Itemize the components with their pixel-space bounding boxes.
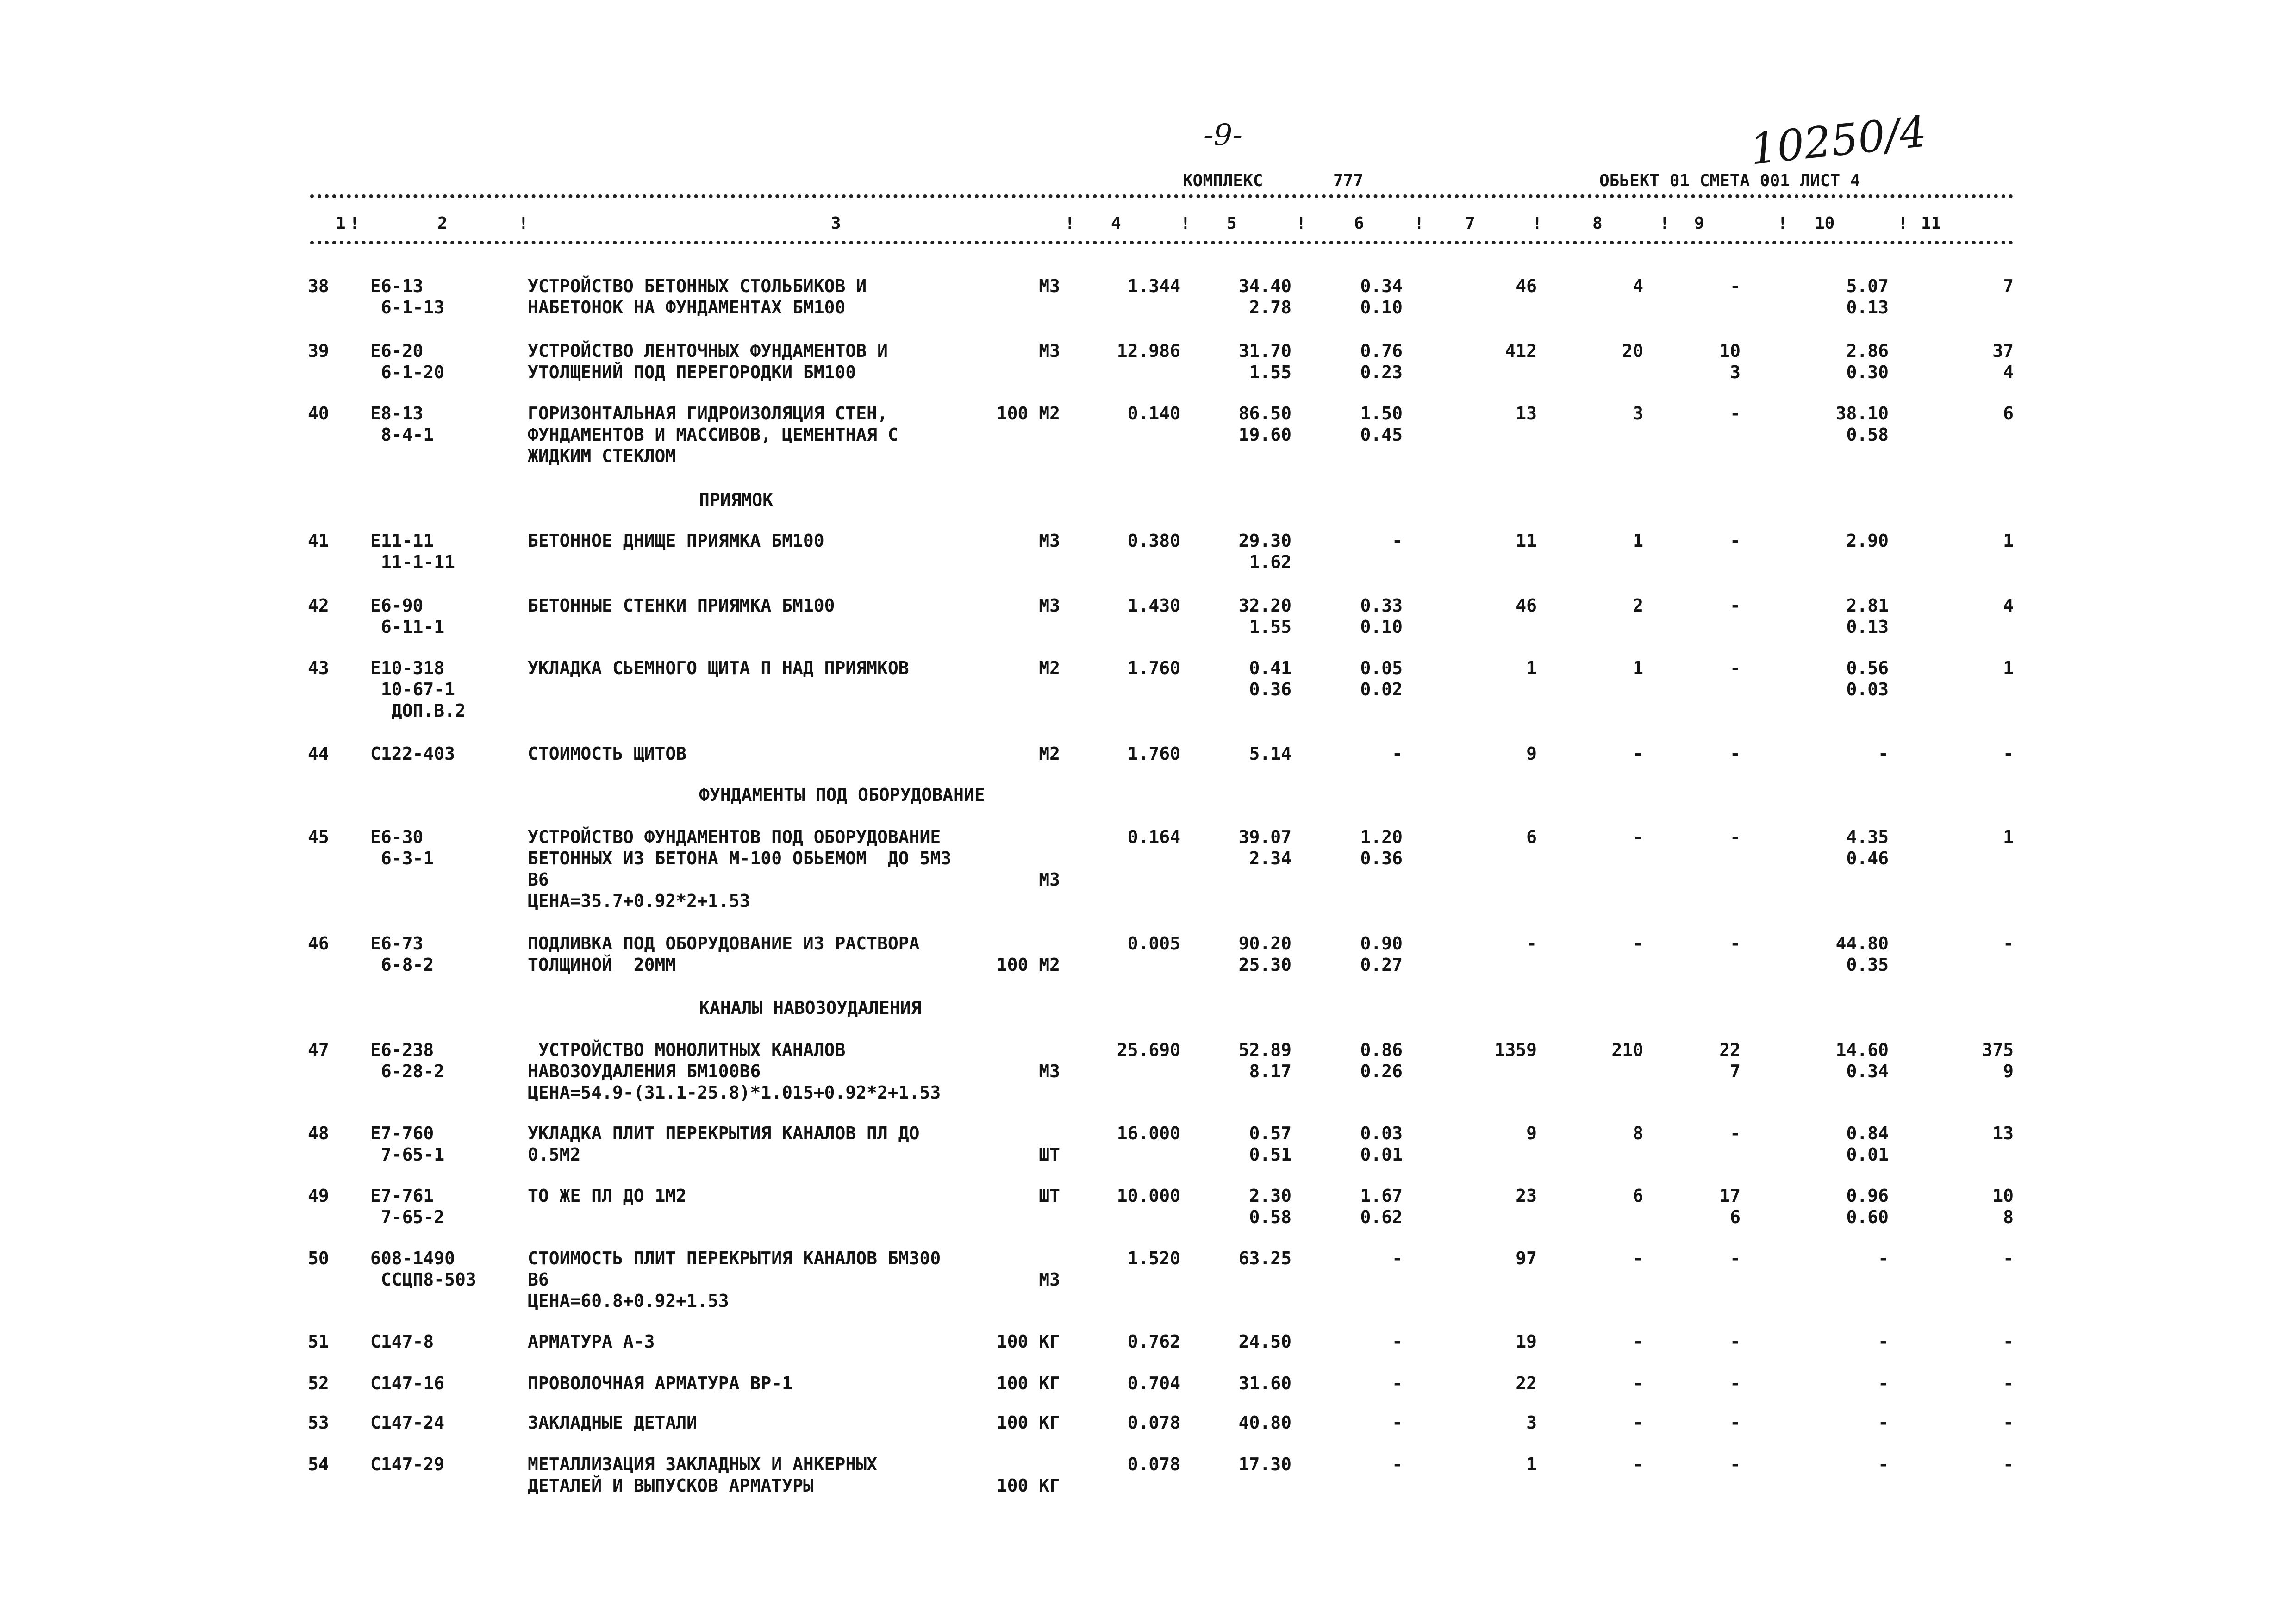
cell-c10: - bbox=[1878, 1412, 1889, 1433]
cell-c6: - bbox=[1392, 531, 1403, 551]
header-rule bbox=[310, 241, 2014, 244]
cell-c5: 52.89 8.17 bbox=[1238, 1040, 1292, 1081]
cell-c6: 1.67 0.62 bbox=[1360, 1186, 1403, 1227]
cell-c5: 29.30 1.62 bbox=[1238, 531, 1292, 572]
cell-c6: - bbox=[1392, 1248, 1403, 1268]
cell-num: 49 bbox=[308, 1186, 329, 1206]
cell-desc: УКЛАДКА ПЛИТ ПЕРЕКРЫТИЯ КАНАЛОВ ПЛ ДО 0.5М2 bbox=[528, 1123, 920, 1165]
cell-c6: - bbox=[1392, 1373, 1403, 1393]
complex-label: КОМПЛЕКС bbox=[1183, 171, 1263, 190]
col-num-2: 2 bbox=[437, 214, 448, 233]
cell-c4: 0.005 bbox=[1127, 933, 1180, 954]
cell-num: 52 bbox=[308, 1373, 329, 1393]
cell-c9: - bbox=[1730, 827, 1741, 847]
cell-c10: 14.60 0.34 bbox=[1835, 1040, 1889, 1081]
cell-c11: - bbox=[2003, 1248, 2014, 1268]
cell-c8: - bbox=[1633, 1331, 1643, 1352]
cell-c7: 13 bbox=[1516, 403, 1537, 424]
cell-code: C147-29 bbox=[370, 1454, 445, 1474]
cell-code: E8-13 8-4-1 bbox=[370, 403, 434, 445]
cell-c5: 34.40 2.78 bbox=[1238, 276, 1292, 318]
cell-c5: 17.30 bbox=[1238, 1454, 1292, 1474]
cell-desc: УСТРОЙСТВО БЕТОННЫХ СТОЛЬБИКОВ И НАБЕТОНОК НА ФУНДАМЕНТАХ БМ100 bbox=[528, 276, 867, 318]
cell-c7: 97 bbox=[1516, 1248, 1537, 1268]
cell-unit: 100 КГ bbox=[996, 1373, 1060, 1393]
cell-code: C147-24 bbox=[370, 1412, 445, 1433]
cell-c6: 0.76 0.23 bbox=[1360, 341, 1403, 382]
cell-unit: М3 bbox=[1039, 531, 1060, 551]
cell-c6: - bbox=[1392, 1412, 1403, 1433]
col-num-8: 8 bbox=[1592, 214, 1603, 233]
cell-c9: 22 7 bbox=[1719, 1040, 1741, 1081]
cell-c8: 210 bbox=[1611, 1040, 1643, 1060]
cell-c7: 3 bbox=[1526, 1412, 1537, 1433]
cell-c8: - bbox=[1633, 827, 1643, 847]
cell-c7: 9 bbox=[1526, 1123, 1537, 1143]
cell-c7: 412 bbox=[1505, 341, 1537, 361]
cell-c9: - bbox=[1730, 1123, 1741, 1143]
cell-desc: ГОРИЗОНТАЛЬНАЯ ГИДРОИЗОЛЯЦИЯ СТЕН, ФУНДАМЕНТОВ И МАССИВОВ, ЦЕМЕНТНАЯ С ЖИДКИМ СТЕКЛОМ bbox=[528, 403, 898, 466]
cell-c11: 375 9 bbox=[1982, 1040, 2014, 1081]
cell-num: 48 bbox=[308, 1123, 329, 1143]
cell-num: 44 bbox=[308, 743, 329, 764]
cell-code: E6-238 6-28-2 bbox=[370, 1040, 445, 1081]
col-num-10: 10 bbox=[1815, 214, 1835, 233]
cell-unit: М3 bbox=[1039, 341, 1060, 361]
cell-c8: 1 bbox=[1633, 658, 1643, 678]
cell-code: E7-760 7-65-1 bbox=[370, 1123, 445, 1165]
cell-num: 51 bbox=[308, 1331, 329, 1352]
cell-unit: М2 bbox=[1039, 743, 1060, 764]
cell-c9: - bbox=[1730, 1454, 1741, 1474]
cell-c10: 4.35 0.46 bbox=[1846, 827, 1889, 868]
cell-c9: - bbox=[1730, 1373, 1741, 1393]
cell-c4: 0.078 bbox=[1127, 1412, 1180, 1433]
cell-c10: - bbox=[1878, 1454, 1889, 1474]
cell-unit: 100 М2 bbox=[996, 955, 1060, 975]
cell-c9: - bbox=[1730, 276, 1741, 296]
section-heading-kanaly: КАНАЛЫ НАВОЗОУДАЛЕНИЯ bbox=[699, 998, 922, 1018]
cell-c9: - bbox=[1730, 658, 1741, 678]
cell-desc: ТО ЖЕ ПЛ ДО 1М2 bbox=[528, 1186, 687, 1206]
cell-c11: 37 4 bbox=[1992, 341, 2014, 382]
cell-c10: - bbox=[1878, 1331, 1889, 1352]
cell-c7: 46 bbox=[1516, 276, 1537, 296]
cell-unit: 100 М2 bbox=[996, 403, 1060, 424]
cell-c5: 39.07 2.34 bbox=[1238, 827, 1292, 868]
col-num-1: 1 bbox=[336, 214, 346, 233]
cell-c8: - bbox=[1633, 1412, 1643, 1433]
cell-c5: 0.57 0.51 bbox=[1249, 1123, 1292, 1165]
cell-c11: 4 bbox=[2003, 595, 2014, 616]
cell-c10: 44.80 0.35 bbox=[1835, 933, 1889, 975]
cell-c11: 6 bbox=[2003, 403, 2014, 424]
cell-unit: М3 bbox=[1039, 1061, 1060, 1081]
cell-c7: 1359 bbox=[1494, 1040, 1537, 1060]
cell-c11: 10 8 bbox=[1992, 1186, 2014, 1227]
col-separator: ! bbox=[1414, 214, 1424, 233]
object-line: ОБЬЕКТ 01 СМЕТА 001 ЛИСТ 4 bbox=[1599, 171, 1860, 190]
cell-unit: ШТ bbox=[1039, 1144, 1060, 1165]
col-num-7: 7 bbox=[1465, 214, 1475, 233]
cell-num: 43 bbox=[308, 658, 329, 678]
handwritten-number: 10250/4 bbox=[1747, 106, 1929, 175]
cell-num: 54 bbox=[308, 1454, 329, 1474]
cell-c10: - bbox=[1878, 743, 1889, 764]
cell-c4: 10.000 bbox=[1117, 1186, 1180, 1206]
cell-c10: 2.86 0.30 bbox=[1846, 341, 1889, 382]
cell-c7: 11 bbox=[1516, 531, 1537, 551]
cell-num: 40 bbox=[308, 403, 329, 424]
cell-c7: 1 bbox=[1526, 658, 1537, 678]
cell-desc: СТОИМОСТЬ ПЛИТ ПЕРЕКРЫТИЯ КАНАЛОВ БМ300 В6 ЦЕНА=60.8+0.92+1.53 bbox=[528, 1248, 941, 1311]
cell-c9: - bbox=[1730, 933, 1741, 954]
col-separator: ! bbox=[1180, 214, 1191, 233]
cell-desc: УСТРОЙСТВО МОНОЛИТНЫХ КАНАЛОВ НАВОЗОУДАЛЕНИЯ БМ100В6 ЦЕНА=54.9-(31.1-25.8)*1.015+0.92*2+1.53 bbox=[528, 1040, 941, 1103]
cell-c8: 2 bbox=[1633, 595, 1643, 616]
col-separator: ! bbox=[349, 214, 360, 233]
col-separator: ! bbox=[1065, 214, 1075, 233]
cell-c10: 38.10 0.58 bbox=[1835, 403, 1889, 445]
cell-c7: 19 bbox=[1516, 1331, 1537, 1352]
cell-c5: 24.50 bbox=[1238, 1331, 1292, 1352]
cell-c9: 17 6 bbox=[1719, 1186, 1741, 1227]
cell-c9: - bbox=[1730, 1331, 1741, 1352]
cell-c10: - bbox=[1878, 1248, 1889, 1268]
cell-c10: 0.84 0.01 bbox=[1846, 1123, 1889, 1165]
cell-c10: 2.90 bbox=[1846, 531, 1889, 551]
cell-c7: 22 bbox=[1516, 1373, 1537, 1393]
cell-c6: 0.05 0.02 bbox=[1360, 658, 1403, 700]
cell-unit: 100 КГ bbox=[996, 1412, 1060, 1433]
cell-c4: 0.078 bbox=[1127, 1454, 1180, 1474]
cell-c5: 32.20 1.55 bbox=[1238, 595, 1292, 637]
cell-c5: 5.14 bbox=[1249, 743, 1292, 764]
col-separator: ! bbox=[1296, 214, 1306, 233]
cell-num: 47 bbox=[308, 1040, 329, 1060]
cell-c4: 16.000 bbox=[1117, 1123, 1180, 1143]
cell-c7: - bbox=[1526, 933, 1537, 954]
cell-c9: - bbox=[1730, 1412, 1741, 1433]
cell-c4: 0.762 bbox=[1127, 1331, 1180, 1352]
col-num-9: 9 bbox=[1694, 214, 1704, 233]
cell-unit: М3 bbox=[1039, 276, 1060, 296]
cell-c6: 0.33 0.10 bbox=[1360, 595, 1403, 637]
cell-c11: 13 bbox=[1992, 1123, 2014, 1143]
cell-c6: 1.50 0.45 bbox=[1360, 403, 1403, 445]
cell-num: 41 bbox=[308, 531, 329, 551]
cell-desc: ПРОВОЛОЧНАЯ АРМАТУРА ВР-1 bbox=[528, 1373, 792, 1393]
cell-code: E10-318 10-67-1 ДОП.В.2 bbox=[370, 658, 466, 721]
cell-unit: М3 bbox=[1039, 1269, 1060, 1290]
page-number: -9- bbox=[1204, 118, 1242, 152]
cell-c9: - bbox=[1730, 531, 1741, 551]
cell-c10: 5.07 0.13 bbox=[1846, 276, 1889, 318]
col-num-5: 5 bbox=[1227, 214, 1237, 233]
cell-desc: СТОИМОСТЬ ЩИТОВ bbox=[528, 743, 687, 764]
cell-c8: - bbox=[1633, 933, 1643, 954]
cell-c6: 0.34 0.10 bbox=[1360, 276, 1403, 318]
col-num-4: 4 bbox=[1111, 214, 1121, 233]
section-heading-fundamenty: ФУНДАМЕНТЫ ПОД ОБОРУДОВАНИЕ bbox=[699, 785, 985, 805]
cell-num: 45 bbox=[308, 827, 329, 847]
col-separator: ! bbox=[1898, 214, 1908, 233]
cell-c9: - bbox=[1730, 595, 1741, 616]
cell-c11: 1 bbox=[2003, 658, 2014, 678]
cell-c7: 1 bbox=[1526, 1454, 1537, 1474]
cell-c5: 63.25 bbox=[1238, 1248, 1292, 1268]
cell-unit: М2 bbox=[1039, 658, 1060, 678]
cell-desc: УСТРОЙСТВО ЛЕНТОЧНЫХ ФУНДАМЕНТОВ И УТОЛЩЕНИЙ ПОД ПЕРЕГОРОДКИ БМ100 bbox=[528, 341, 888, 382]
cell-unit: 100 КГ bbox=[996, 1331, 1060, 1352]
cell-code: 608-1490 ССЦП8-503 bbox=[370, 1248, 476, 1290]
col-num-3: 3 bbox=[831, 214, 841, 233]
cell-c4: 0.164 bbox=[1127, 827, 1180, 847]
cell-c11: - bbox=[2003, 1454, 2014, 1474]
col-num-6: 6 bbox=[1354, 214, 1364, 233]
cell-unit: ШТ bbox=[1039, 1186, 1060, 1206]
cell-code: C147-16 bbox=[370, 1373, 445, 1393]
cell-unit: 100 КГ bbox=[996, 1475, 1060, 1496]
cell-num: 53 bbox=[308, 1412, 329, 1433]
cell-c11: - bbox=[2003, 1331, 2014, 1352]
col-separator: ! bbox=[1778, 214, 1788, 233]
col-separator: ! bbox=[1660, 214, 1670, 233]
cell-code: E6-73 6-8-2 bbox=[370, 933, 434, 975]
cell-c8: 4 bbox=[1633, 276, 1643, 296]
cell-c7: 23 bbox=[1516, 1186, 1537, 1206]
cell-c11: - bbox=[2003, 933, 2014, 954]
cell-c8: - bbox=[1633, 743, 1643, 764]
cell-unit: М3 bbox=[1039, 869, 1060, 890]
cell-c5: 31.60 bbox=[1238, 1373, 1292, 1393]
cell-c11: - bbox=[2003, 1412, 2014, 1433]
cell-code: E6-20 6-1-20 bbox=[370, 341, 445, 382]
cell-c4: 12.986 bbox=[1117, 341, 1180, 361]
col-separator: ! bbox=[1532, 214, 1542, 233]
cell-c11: - bbox=[2003, 1373, 2014, 1393]
cell-c11: - bbox=[2003, 743, 2014, 764]
cell-desc: МЕТАЛЛИЗАЦИЯ ЗАКЛАДНЫХ И АНКЕРНЫХ ДЕТАЛЕЙ И ВЫПУСКОВ АРМАТУРЫ bbox=[528, 1454, 877, 1496]
cell-c4: 1.430 bbox=[1127, 595, 1180, 616]
cell-code: E6-13 6-1-13 bbox=[370, 276, 445, 318]
cell-c8: 3 bbox=[1633, 403, 1643, 424]
cell-c8: - bbox=[1633, 1373, 1643, 1393]
cell-c10: 0.56 0.03 bbox=[1846, 658, 1889, 700]
cell-c7: 6 bbox=[1526, 827, 1537, 847]
col-num-11: 11 bbox=[1921, 214, 1941, 233]
cell-c5: 2.30 0.58 bbox=[1249, 1186, 1292, 1227]
cell-unit: М3 bbox=[1039, 595, 1060, 616]
cell-c8: - bbox=[1633, 1248, 1643, 1268]
cell-num: 50 bbox=[308, 1248, 329, 1268]
cell-num: 42 bbox=[308, 595, 329, 616]
cell-c4: 1.520 bbox=[1127, 1248, 1180, 1268]
cell-code: E6-90 6-11-1 bbox=[370, 595, 445, 637]
cell-desc: УСТРОЙСТВО ФУНДАМЕНТОВ ПОД ОБОРУДОВАНИЕ БЕТОННЫХ ИЗ БЕТОНА М-100 ОБЬЕМОМ ДО 5М3 В6 ЦЕНА=35.7+0.92*2+1.53 bbox=[528, 827, 952, 911]
cell-c7: 46 bbox=[1516, 595, 1537, 616]
cell-c5: 31.70 1.55 bbox=[1238, 341, 1292, 382]
cell-c8: - bbox=[1633, 1454, 1643, 1474]
cell-c6: 0.03 0.01 bbox=[1360, 1123, 1403, 1165]
cell-c11: 1 bbox=[2003, 531, 2014, 551]
cell-c6: 0.90 0.27 bbox=[1360, 933, 1403, 975]
cell-desc: ПОДЛИВКА ПОД ОБОРУДОВАНИЕ ИЗ РАСТВОРА ТОЛЩИНОЙ 20ММ bbox=[528, 933, 920, 975]
cell-desc: БЕТОННЫЕ СТЕНКИ ПРИЯМКА БМ100 bbox=[528, 595, 835, 616]
cell-code: E7-761 7-65-2 bbox=[370, 1186, 445, 1227]
cell-desc: УКЛАДКА СЬЕМНОГО ЩИТА П НАД ПРИЯМКОВ bbox=[528, 658, 909, 678]
cell-c11: 1 bbox=[2003, 827, 2014, 847]
cell-c4: 25.690 bbox=[1117, 1040, 1180, 1060]
cell-num: 38 bbox=[308, 276, 329, 296]
cell-num: 39 bbox=[308, 341, 329, 361]
cell-desc: ЗАКЛАДНЫЕ ДЕТАЛИ bbox=[528, 1412, 698, 1433]
cell-c8: 8 bbox=[1633, 1123, 1643, 1143]
cell-c6: 0.86 0.26 bbox=[1360, 1040, 1403, 1081]
cell-code: C147-8 bbox=[370, 1331, 434, 1352]
section-heading-priyamok: ПРИЯМОК bbox=[699, 490, 774, 510]
cell-c6: - bbox=[1392, 1331, 1403, 1352]
cell-c10: - bbox=[1878, 1373, 1889, 1393]
cell-c10: 0.96 0.60 bbox=[1846, 1186, 1889, 1227]
cell-c9: - bbox=[1730, 403, 1741, 424]
cell-c5: 90.20 25.30 bbox=[1238, 933, 1292, 975]
cell-c10: 2.81 0.13 bbox=[1846, 595, 1889, 637]
cell-c7: 9 bbox=[1526, 743, 1537, 764]
cell-c8: 20 bbox=[1622, 341, 1643, 361]
cell-c9: 10 3 bbox=[1719, 341, 1741, 382]
cell-c4: 1.760 bbox=[1127, 658, 1180, 678]
cell-c4: 0.140 bbox=[1127, 403, 1180, 424]
top-rule bbox=[310, 194, 2014, 198]
cell-c5: 0.41 0.36 bbox=[1249, 658, 1292, 700]
cell-desc: АРМАТУРА А-3 bbox=[528, 1331, 655, 1352]
cell-c4: 0.380 bbox=[1127, 531, 1180, 551]
cell-code: C122-403 bbox=[370, 743, 455, 764]
cell-c8: 6 bbox=[1633, 1186, 1643, 1206]
cell-c6: - bbox=[1392, 1454, 1403, 1474]
cell-c5: 40.80 bbox=[1238, 1412, 1292, 1433]
cell-c9: - bbox=[1730, 743, 1741, 764]
cell-c11: 7 bbox=[2003, 276, 2014, 296]
cell-c6: 1.20 0.36 bbox=[1360, 827, 1403, 868]
cell-desc: БЕТОННОЕ ДНИЩЕ ПРИЯМКА БМ100 bbox=[528, 531, 824, 551]
cell-c6: - bbox=[1392, 743, 1403, 764]
cell-code: E6-30 6-3-1 bbox=[370, 827, 434, 868]
cell-c8: 1 bbox=[1633, 531, 1643, 551]
cell-c5: 86.50 19.60 bbox=[1238, 403, 1292, 445]
cell-c4: 0.704 bbox=[1127, 1373, 1180, 1393]
col-separator: ! bbox=[518, 214, 529, 233]
cell-c4: 1.344 bbox=[1127, 276, 1180, 296]
cell-code: E11-11 11-1-11 bbox=[370, 531, 455, 572]
cell-c4: 1.760 bbox=[1127, 743, 1180, 764]
cell-c9: - bbox=[1730, 1248, 1741, 1268]
cell-num: 46 bbox=[308, 933, 329, 954]
complex-value: 777 bbox=[1333, 171, 1364, 190]
